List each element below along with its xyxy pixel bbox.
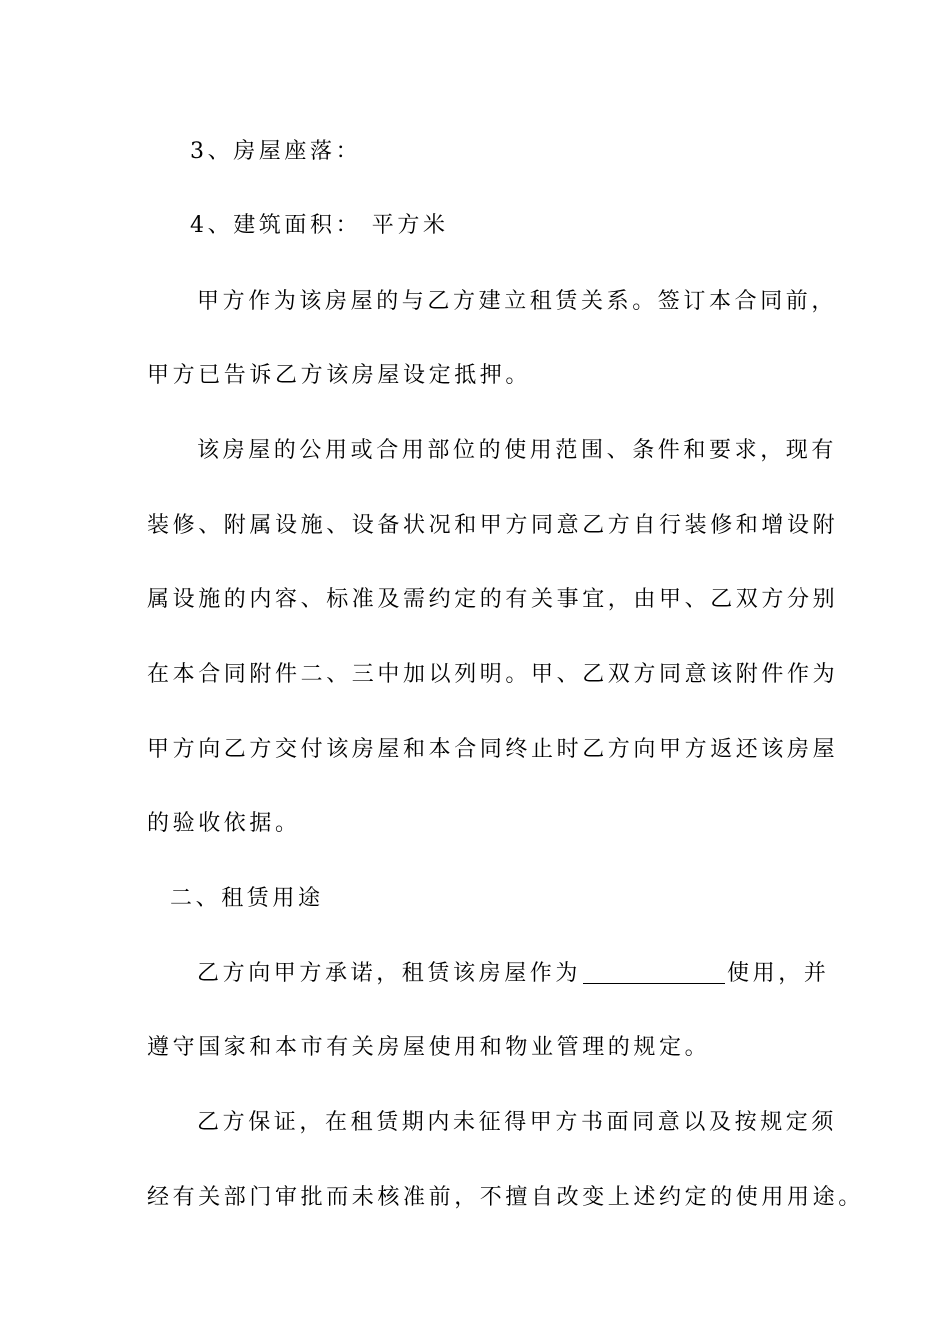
paragraph-line: 乙方保证，在租赁期内未征得甲方书面同意以及按规定须 [197,1110,838,1135]
paragraph-line: 甲方作为该房屋的与乙方建立租赁关系。签订本合同前， [197,289,838,314]
paragraph-line: 的验收依据。 [147,811,301,836]
paragraph-line: 甲方向乙方交付该房屋和本合同终止时乙方向甲方返还该房屋 [147,737,839,762]
paragraph-line: 遵守国家和本市有关房屋使用和物业管理的规定。 [147,1035,711,1060]
usage-text-before: 乙方向甲方承诺，租赁该房屋作为 [197,961,582,986]
paragraph-line: 属设施的内容、标准及需约定的有关事宜，由甲、乙双方分别 [147,587,839,612]
paragraph-line: 甲方已告诉乙方该房屋设定抵押。 [147,363,532,388]
paragraph-line: 经有关部门审批而未核准前，不擅自改变上述约定的使用用途。 [147,1185,864,1210]
usage-line [197,954,829,994]
paragraph-line: 该房屋的公用或合用部位的使用范围、条件和要求，现有 [197,438,838,463]
paragraph-line: 装修、附属设施、设备状况和甲方同意乙方自行装修和增设附 [147,513,839,538]
item-location: 3、房屋座落： [190,139,362,164]
item-area: 4、建筑面积： 平方米 [190,213,449,238]
section-heading: 二、租赁用途 [170,886,324,911]
usage-blank-field[interactable] [583,957,725,984]
paragraph-line: 在本合同附件二、三中加以列明。甲、乙双方同意该附件作为 [147,662,839,687]
usage-text-after: 使用，并 [727,961,830,986]
